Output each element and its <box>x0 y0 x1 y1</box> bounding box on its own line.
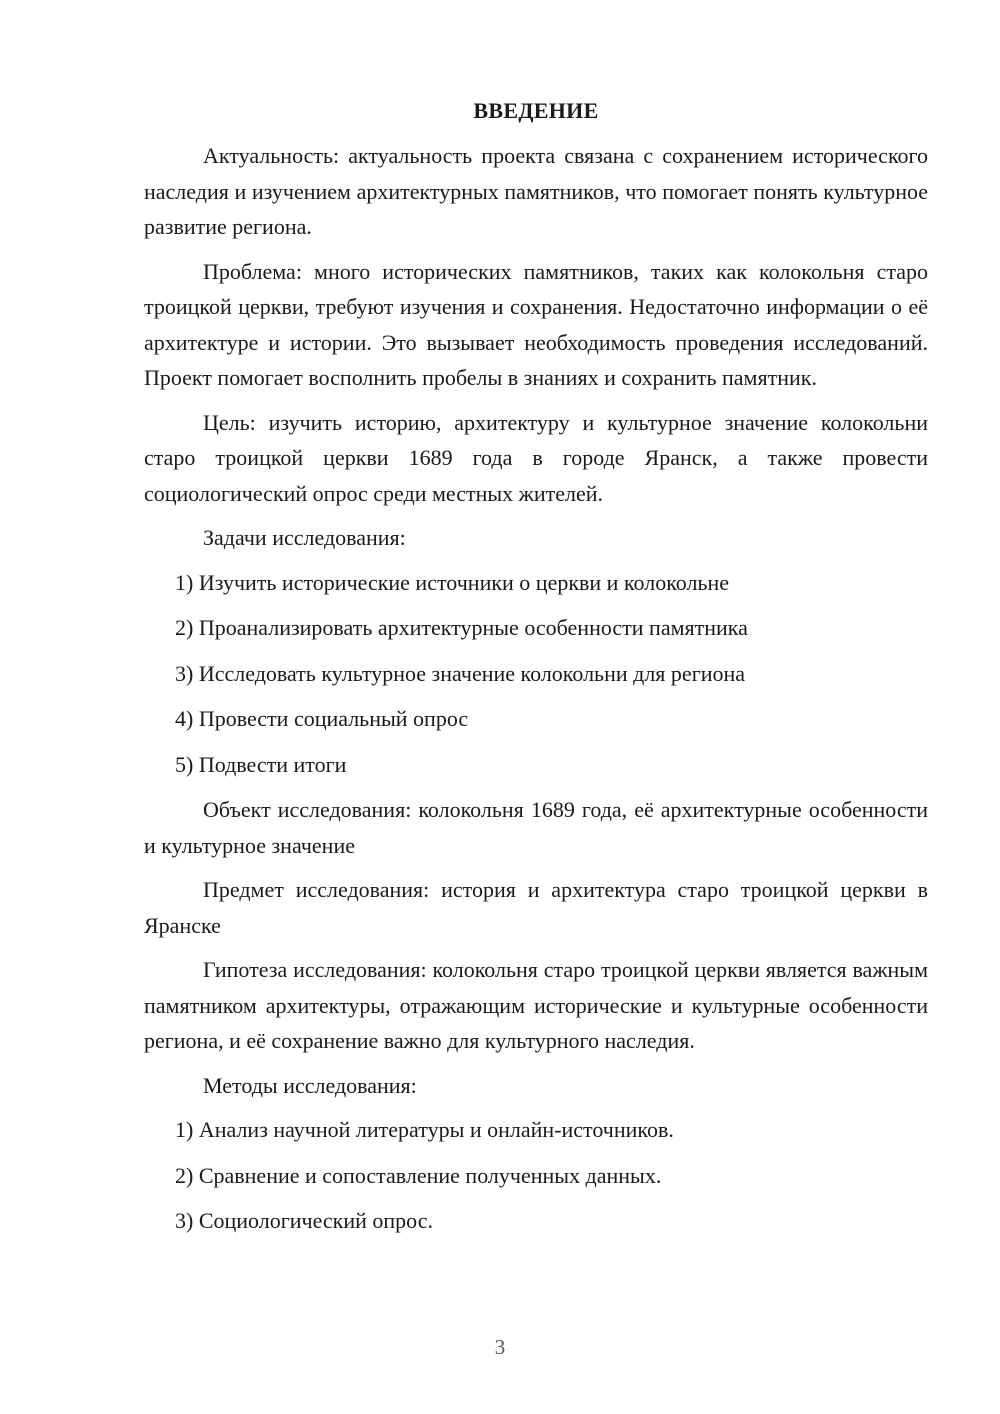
paragraph-problem: Проблема: много исторических памятников, таких как колокольня старо троицкой церкви, требуют изучения и сохранения. Недостаточно информации о её архитектуре и истории. Это вызывает необходимость проведения исследований. Проект помогает восполнить пробелы в знаниях и сохранить памятник. <box>144 258 928 390</box>
tasks-list <box>144 565 928 783</box>
methods-heading: Методы исследования: <box>203 1072 417 1098</box>
paragraph-goal: Цель: изучить историю, архитектуру и культурное значение колокольни старо троицкой церкви 1689 года в городе Яранск, а также провести социологический опрос среди местных жителей. <box>144 409 928 506</box>
task-item: 2) Проанализировать архитектурные особенности памятника <box>175 615 748 640</box>
paragraph-subject: Предмет исследования: история и архитектура старо троицкой церкви в Яранске <box>144 877 928 938</box>
task-item: 3) Исследовать культурное значение колокольни для региона <box>175 660 746 686</box>
tasks-heading: Задачи исследования: <box>203 525 406 550</box>
method-item: 3) Социологический опрос. <box>175 1208 433 1233</box>
task-item: 5) Подвести итоги <box>175 751 347 777</box>
document-page <box>144 96 928 1249</box>
page-number: 3 <box>494 1335 506 1359</box>
task-item: 1) Изучить исторические источники о церкви и колокольне <box>175 569 730 595</box>
page-title: ВВЕДЕНИЕ <box>473 98 599 123</box>
paragraph-relevance: Актуальность: актуальность проекта связана с сохранением исторического наследия и изучением архитектурных памятников, что помогает понять культурное развитие региона. <box>144 143 928 239</box>
paragraph-object: Объект исследования: колокольня 1689 года, её архитектурные особенности и культурное значение <box>144 797 928 858</box>
method-item: 2) Сравнение и сопоставление полученных данных. <box>175 1162 662 1188</box>
task-item: 4) Провести социальный опрос <box>175 706 469 731</box>
method-item: 1) Анализ научной литературы и онлайн-источников. <box>175 1117 674 1142</box>
paragraph-hypothesis: Гипотеза исследования: колокольня старо троицкой церкви является важным памятником архитектуры, отражающим исторические и культурные особенности региона, и её сохранение важно для культурного наследия. <box>144 957 928 1053</box>
methods-list <box>144 1112 928 1239</box>
